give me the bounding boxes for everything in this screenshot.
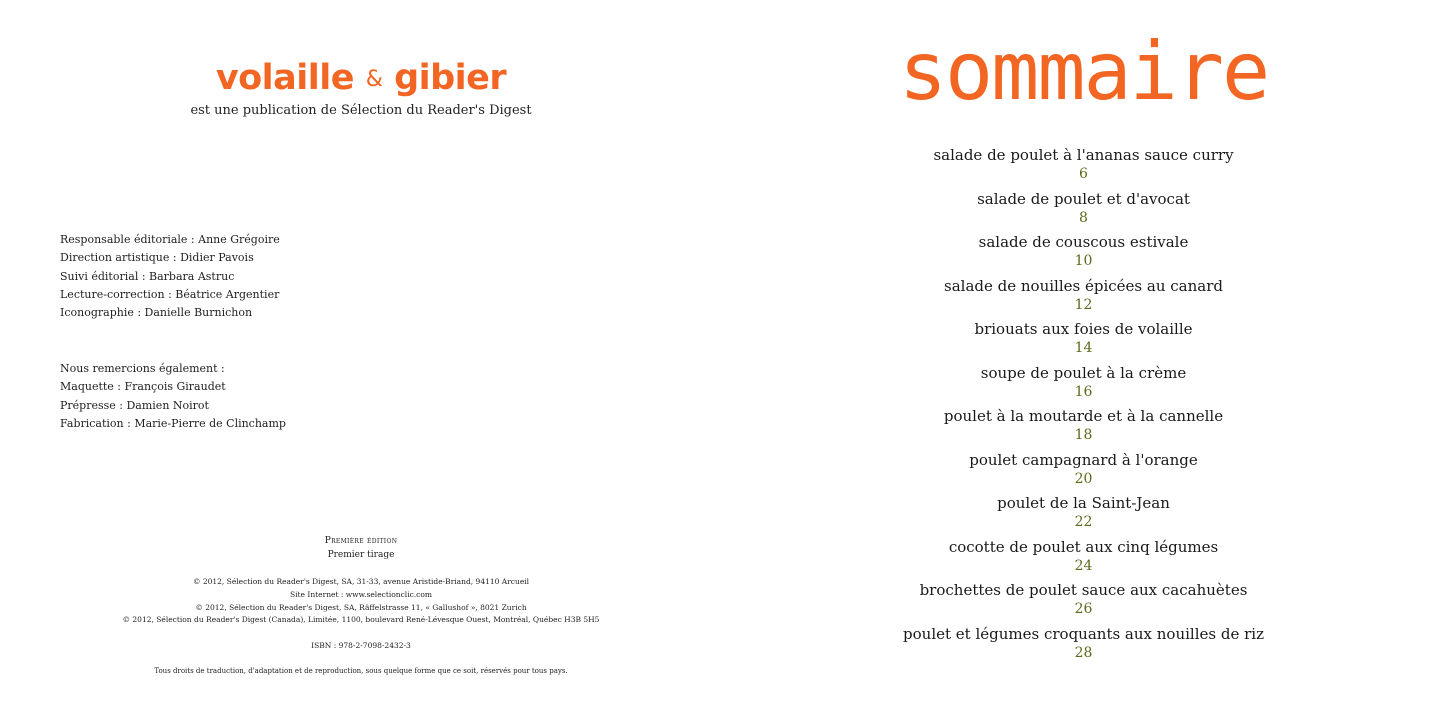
toc-entry[interactable] (722, 188, 1445, 232)
thanks-credits (60, 360, 286, 433)
contents-page (722, 0, 1445, 723)
credit-line: Lecture-correction : Béatrice Argentier (60, 287, 280, 301)
toc-entry-page-number: 6 (1079, 166, 1088, 182)
printing-label: Premier tirage (327, 550, 395, 560)
copyright-line: © 2012, Sélection du Reader's Digest (Canada), Limitée, 1100, boulevard René-Lévesque Ouest, Montréal, Québec H3B 5H5 (122, 615, 600, 625)
toc-entry-page-number: 20 (1074, 470, 1093, 487)
toc-entry[interactable] (722, 449, 1445, 493)
editorial-credits (60, 231, 280, 322)
toc-entry-page-number: 8 (1079, 209, 1088, 226)
toc-entry[interactable] (722, 492, 1445, 536)
rights-notice: Tous droits de traduction, d'adaptation et de reproduction, sous quelque forme que ce soit, réservés pour tous pays. (154, 667, 568, 675)
toc-entry[interactable] (722, 318, 1445, 362)
contents-title: sommaire (898, 25, 1269, 118)
colophon-page (0, 0, 722, 723)
toc-entry[interactable] (722, 623, 1445, 667)
toc-entry-page-number: 12 (1074, 296, 1093, 313)
toc-entry-page-number: 26 (1074, 601, 1093, 617)
toc-entry[interactable] (722, 231, 1445, 275)
toc-entry-page-number: 18 (1074, 427, 1093, 443)
publisher-line: est une publication de Sélection du Reader's Digest (190, 103, 532, 118)
credit-line: Direction artistique : Didier Pavois (60, 251, 254, 265)
isbn: ISBN : 978-2-7098-2432-3 (311, 641, 411, 650)
toc-entry-title: cocotte de poulet aux cinq légumes (948, 537, 1219, 556)
credit-line: Maquette : François Giraudet (60, 380, 226, 394)
book-title-ampersand: & (365, 67, 383, 92)
credit-line: Prépresse : Damien Noirot (60, 398, 209, 412)
copyright-line: © 2012, Sélection du Reader's Digest, SA, Räffelstrasse 11, « Gallushof », 8021 Zurich (195, 602, 527, 612)
book-title-part1: volaille (215, 58, 355, 98)
toc-entry[interactable] (722, 405, 1445, 449)
toc-entry-page-number: 10 (1074, 253, 1093, 269)
toc-entry-title: poulet campagnard à l'orange (969, 450, 1198, 469)
toc-entry-page-number: 24 (1074, 557, 1093, 574)
toc-entry[interactable] (722, 536, 1445, 580)
toc-entry-title: soupe de poulet à la crème (980, 363, 1187, 382)
toc-entry-title: poulet et légumes croquants aux nouilles de riz (903, 624, 1264, 643)
copyright-block (0, 576, 722, 627)
credit-line: Fabrication : Marie-Pierre de Clinchamp (60, 416, 286, 430)
toc-entry-title: salade de poulet à l'ananas sauce curry (933, 146, 1234, 164)
book-title-part2: gibier (394, 58, 507, 98)
toc-entry[interactable] (722, 275, 1445, 319)
toc-entry-title: poulet de la Saint-Jean (997, 494, 1170, 512)
edition-label: Première édition (324, 536, 398, 546)
toc-entry-title: salade de couscous estivale (978, 233, 1189, 251)
toc-entry[interactable] (722, 144, 1445, 188)
toc-entry[interactable] (722, 362, 1445, 406)
credit-line: Suivi éditorial : Barbara Astruc (60, 269, 235, 283)
table-of-contents (722, 144, 1445, 666)
book-title (0, 56, 722, 102)
toc-entry-title: salade de poulet et d'avocat (977, 189, 1190, 208)
copyright-line: Site Internet : www.selectionclic.com (289, 589, 433, 599)
toc-entry-title: salade de nouilles épicées au canard (944, 276, 1223, 295)
toc-entry[interactable] (722, 579, 1445, 623)
toc-entry-page-number: 16 (1074, 383, 1093, 400)
credit-line: Responsable éditoriale : Anne Grégoire (60, 233, 280, 246)
toc-entry-title: briouats aux foies de volaille (974, 320, 1193, 338)
toc-entry-title: brochettes de poulet sauce aux cacahuètes (919, 581, 1248, 599)
toc-entry-page-number: 22 (1074, 514, 1093, 530)
copyright-line: © 2012, Sélection du Reader's Digest, SA, 31-33, avenue Aristide-Briand, 94110 Arcueil (192, 577, 530, 586)
credit-line: Iconographie : Danielle Burnichon (60, 306, 253, 320)
toc-entry-page-number: 14 (1074, 340, 1093, 356)
credit-line: Nous remercions également : (60, 362, 225, 375)
toc-entry-title: poulet à la moutarde et à la cannelle (943, 407, 1224, 425)
toc-entry-page-number: 28 (1074, 644, 1093, 661)
